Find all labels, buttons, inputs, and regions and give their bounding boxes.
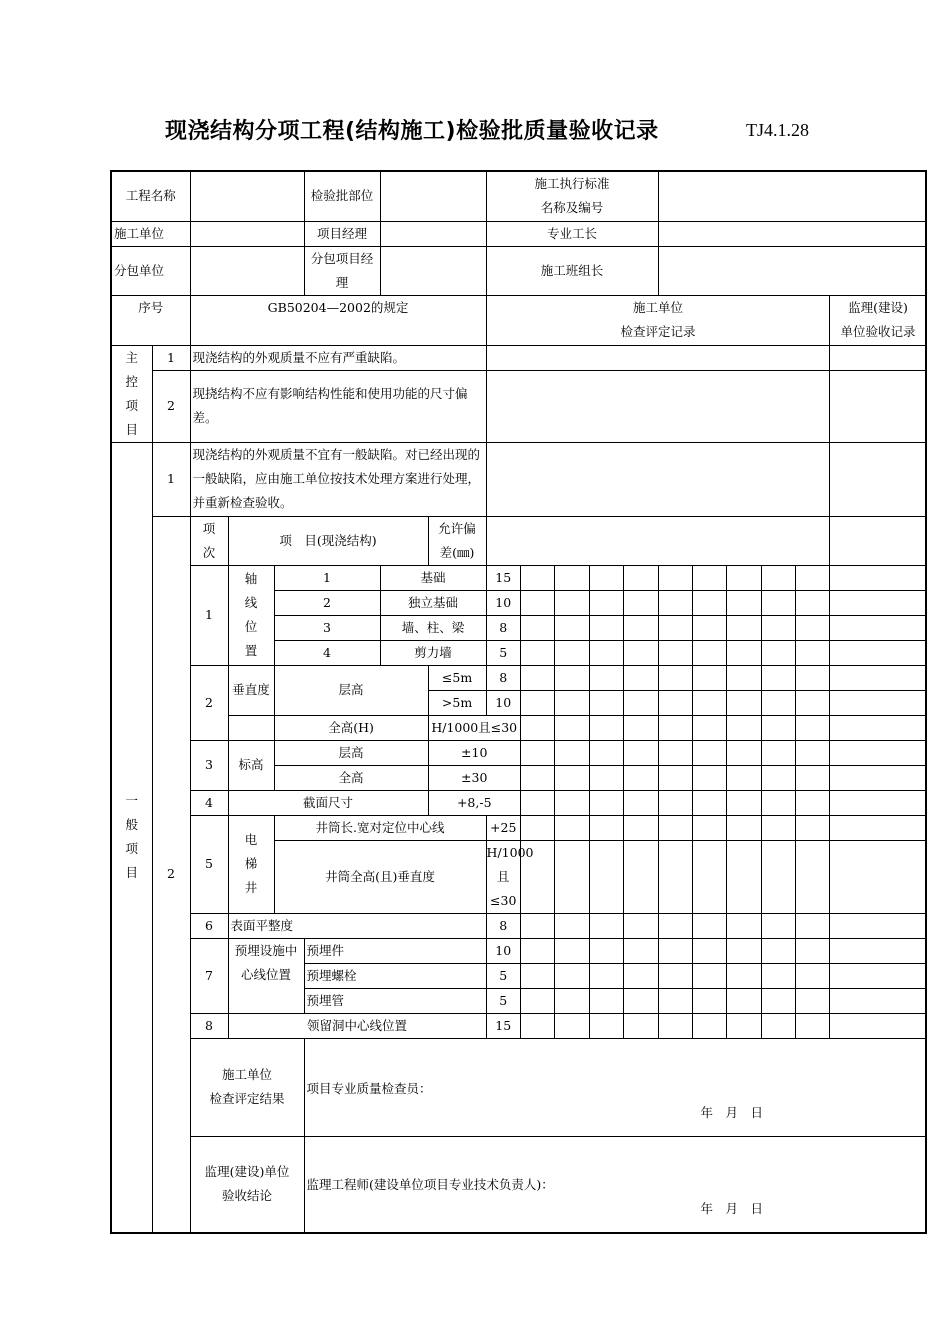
measurement-cell[interactable] [658,665,692,690]
elevator-r2: 井筒全高(且)垂直度 [274,840,486,913]
field-sub-manager[interactable] [380,246,486,295]
measurement-cell[interactable] [692,740,726,765]
measurement-cell[interactable] [692,1013,726,1038]
measurement-cell[interactable] [520,715,554,740]
measurement-cell[interactable] [830,640,926,665]
axis-sub-no: 1 [274,565,380,590]
measurement-cell[interactable] [796,1013,830,1038]
measurement-cell[interactable] [796,790,830,815]
tolerance-value: 15 [486,565,520,590]
measurement-cell[interactable] [727,1013,761,1038]
measurement-cell[interactable] [761,590,795,615]
embedded-name: 预埋管 [304,988,486,1013]
measurement-cell[interactable] [520,815,554,840]
axis-no: 1 [190,565,228,665]
measurement-cell[interactable] [692,665,726,690]
measurement-cell[interactable] [796,565,830,590]
measurement-cell[interactable] [761,690,795,715]
measurement-cell[interactable] [761,715,795,740]
measurement-cell[interactable] [624,840,658,913]
measurement-cell[interactable] [589,740,623,765]
tolerance-value: 10 [486,590,520,615]
measurement-cell[interactable] [830,815,926,840]
label-subcontractor: 分包单位 [111,246,190,295]
measurement-cell[interactable] [520,740,554,765]
axis-sub-no: 3 [274,615,380,640]
measurement-cell[interactable] [796,690,830,715]
measurement-cell[interactable] [761,790,795,815]
measurement-cell[interactable] [624,1013,658,1038]
measurement-cell[interactable] [589,988,623,1013]
hole-label: 领留洞中心线位置 [228,1013,486,1038]
main-item-supervision[interactable] [830,370,926,442]
tolerance-value: +8,-5 [428,790,520,815]
measurement-cell[interactable] [555,740,589,765]
vertical-le5: ≤5m [428,665,486,690]
measurement-cell[interactable] [658,690,692,715]
measurement-cell[interactable] [761,963,795,988]
vertical-full: 全高(H) [274,715,428,740]
flatness-label: 表面平整度 [228,913,486,938]
measurement-cell[interactable] [796,815,830,840]
measurement-header [486,516,830,565]
measurement-cell[interactable] [555,815,589,840]
axis-label: 轴 线 位 置 [228,565,274,665]
measurement-cell[interactable] [589,565,623,590]
engineer-label: 监理工程师(建设单位项目专业技术负责人)： [306,1177,554,1193]
field-project-manager[interactable] [380,221,486,246]
measurement-cell[interactable] [761,615,795,640]
measurement-cell[interactable] [624,988,658,1013]
measurement-cell[interactable] [658,565,692,590]
result-date: 年 月 日 [700,1105,763,1120]
embedded-label: 预埋设施中 心线位置 [228,938,304,1013]
measurement-cell[interactable] [555,615,589,640]
measurement-cell[interactable] [692,765,726,790]
tolerance-value: 8 [486,665,520,690]
measurement-cell[interactable] [589,790,623,815]
label-project-manager: 项目经理 [304,221,380,246]
measurement-cell[interactable] [692,815,726,840]
measurement-cell[interactable] [555,840,589,913]
main-item-supervision[interactable] [830,345,926,370]
col-contractor-record: 施工单位 检查评定记录 [486,295,830,345]
general-item-record[interactable] [486,442,830,516]
measurement-cell[interactable] [520,665,554,690]
measurement-cell[interactable] [520,938,554,963]
measurement-cell[interactable] [555,938,589,963]
measurement-cell[interactable] [796,913,830,938]
elevation-no: 3 [190,740,228,790]
measurement-cell[interactable] [624,765,658,790]
measurement-cell[interactable] [796,938,830,963]
measurement-cell[interactable] [727,790,761,815]
measurement-cell[interactable] [589,715,623,740]
measurement-cell[interactable] [727,840,761,913]
tolerance-value: H/1000 且≤30 [486,840,520,913]
general-item-no: 1 [152,442,190,516]
measurement-cell[interactable] [727,665,761,690]
measurement-cell[interactable] [658,765,692,790]
measurement-cell[interactable] [589,765,623,790]
measurement-cell[interactable] [555,690,589,715]
measurement-cell[interactable] [520,565,554,590]
measurement-cell[interactable] [658,715,692,740]
measurement-cell[interactable] [796,740,830,765]
measurement-cell[interactable] [658,640,692,665]
measurement-cell[interactable] [658,815,692,840]
tolerance-value: 5 [486,963,520,988]
field-project-name[interactable] [190,171,304,221]
measurement-cell[interactable] [520,1013,554,1038]
measurement-cell[interactable] [589,913,623,938]
measurement-cell[interactable] [624,615,658,640]
elevator-label: 电 梯 井 [228,815,274,913]
measurement-cell[interactable] [830,740,926,765]
measurement-cell[interactable] [520,988,554,1013]
measurement-cell[interactable] [624,790,658,815]
vertical-label: 垂直度 [228,665,274,715]
axis-sub-name: 基础 [380,565,486,590]
tolerance-value: 8 [486,913,520,938]
measurement-cell[interactable] [555,640,589,665]
measurement-cell[interactable] [830,665,926,690]
measurement-cell[interactable] [761,938,795,963]
axis-sub-name: 独立基础 [380,590,486,615]
measurement-cell[interactable] [830,590,926,615]
measurement-cell[interactable] [658,913,692,938]
measurement-cell[interactable] [658,938,692,963]
measurement-cell[interactable] [555,590,589,615]
measurement-cell[interactable] [796,963,830,988]
section-label: 截面尺寸 [228,790,428,815]
measurement-cell[interactable] [520,765,554,790]
page-title: 现浇结构分项工程(结构施工)检验批质量验收记录 [165,119,659,144]
measurement-cell[interactable] [589,1013,623,1038]
elevation-full: 全高 [274,765,428,790]
measurement-cell[interactable] [692,988,726,1013]
general-label: 一 般 项 目 [111,442,152,1233]
subheader-item: 项 目(现浇结构) [228,516,428,565]
flatness-no: 6 [190,913,228,938]
measurement-cell[interactable] [830,913,926,938]
label-batch-part: 检验批部位 [304,171,380,221]
measurement-cell[interactable] [830,565,926,590]
measurement-cell[interactable] [761,740,795,765]
measurement-cell[interactable] [761,913,795,938]
elevator-r1: 井筒长.宽对定位中心线 [274,815,486,840]
col-seq: 序号 [111,295,190,345]
label-foreman: 专业工长 [486,221,658,246]
col-spec: GB50204—2002的规定 [190,295,486,345]
measurement-cell[interactable] [520,690,554,715]
measurement-cell[interactable] [796,665,830,690]
measurement-cell[interactable] [727,913,761,938]
main-item-record[interactable] [486,370,830,442]
measurement-cell[interactable] [727,690,761,715]
measurement-cell[interactable] [761,988,795,1013]
measurement-cell[interactable] [589,840,623,913]
measurement-cell[interactable] [555,913,589,938]
label-team-leader: 施工班组长 [486,246,658,295]
main-item-text: 现浇结构的外观质量不应有严重缺陷。 [190,345,486,370]
measurement-cell[interactable] [761,815,795,840]
section-no: 4 [190,790,228,815]
vertical-gt5: >5m [428,690,486,715]
axis-sub-no: 4 [274,640,380,665]
measurement-cell[interactable] [555,665,589,690]
measurement-cell[interactable] [727,963,761,988]
measurement-cell[interactable] [830,690,926,715]
measurement-cell[interactable] [692,715,726,740]
tolerance-value: ±30 [428,765,520,790]
vertical-no: 2 [190,665,228,740]
field-standard[interactable] [658,171,926,221]
measurement-cell[interactable] [520,590,554,615]
measurement-cell[interactable] [555,790,589,815]
measurement-cell[interactable] [692,840,726,913]
tolerance-value: 8 [486,615,520,640]
tolerance-value: ±10 [428,740,520,765]
tolerance-value: 5 [486,640,520,665]
hole-no: 8 [190,1013,228,1038]
measurement-cell[interactable] [796,715,830,740]
embedded-name: 预埋件 [304,938,486,963]
subheader-tolerance: 允许偏 差(㎜) [428,516,486,565]
measurement-cell[interactable] [727,815,761,840]
field-contractor[interactable] [190,221,304,246]
measurement-cell[interactable] [520,640,554,665]
measurement-cell[interactable] [520,615,554,640]
general-item-no: 2 [152,516,190,1233]
measurement-cell[interactable] [624,665,658,690]
measurement-cell[interactable] [658,963,692,988]
measurement-cell[interactable] [555,963,589,988]
vertical-blank [228,715,274,740]
measurement-cell[interactable] [692,690,726,715]
tolerance-value: 15 [486,1013,520,1038]
measurement-cell[interactable] [589,590,623,615]
measurement-cell[interactable] [555,1013,589,1038]
field-team-leader[interactable] [658,246,926,295]
general-item-text: 现浇结构的外观质量不宜有一般缺陷。对已经出现的一般缺陷，应由施工单位按技术处理方案进行处理，并重新检查验收。 [190,442,486,516]
measurement-cell[interactable] [761,565,795,590]
tolerance-value: +25 [486,815,520,840]
measurement-cell[interactable] [796,765,830,790]
embedded-name: 预埋螺栓 [304,963,486,988]
measurement-cell[interactable] [624,640,658,665]
measurement-cell[interactable] [624,690,658,715]
main-item-record[interactable] [486,345,830,370]
tolerance-value: 10 [486,938,520,963]
field-batch-part[interactable] [380,171,486,221]
conclusion-label: 监理(建设)单位 验收结论 [190,1136,304,1233]
measurement-cell[interactable] [555,715,589,740]
measurement-cell[interactable] [589,615,623,640]
measurement-cell[interactable] [658,615,692,640]
measurement-cell[interactable] [658,590,692,615]
elevation-label: 标高 [228,740,274,790]
measurement-cell[interactable] [796,615,830,640]
measurement-cell[interactable] [830,963,926,988]
measurement-cell[interactable] [589,963,623,988]
elevator-no: 5 [190,815,228,913]
measurement-cell[interactable] [589,815,623,840]
tolerance-value: 10 [486,690,520,715]
label-sub-manager: 分包项目经理 [304,246,380,295]
measurement-cell[interactable] [555,765,589,790]
embedded-no: 7 [190,938,228,1013]
measurement-cell[interactable] [555,565,589,590]
measurement-cell[interactable] [796,590,830,615]
measurement-cell[interactable] [727,590,761,615]
measurement-cell[interactable] [830,615,926,640]
subheader-seq: 项 次 [190,516,228,565]
measurement-cell[interactable] [830,1013,926,1038]
measurement-cell[interactable] [692,913,726,938]
col-supervisor-record: 监理(建设) 单位验收记录 [830,295,926,345]
measurement-cell[interactable] [658,740,692,765]
measurement-cell[interactable] [658,840,692,913]
measurement-cell[interactable] [830,840,926,913]
measurement-cell[interactable] [692,640,726,665]
measurement-cell[interactable] [761,840,795,913]
measurement-cell[interactable] [727,615,761,640]
measurement-cell[interactable] [727,565,761,590]
measurement-cell[interactable] [589,665,623,690]
form-code: TJ4.1.28 [746,120,809,140]
label-standard: 施工执行标准 名称及编号 [486,171,658,221]
measurement-cell[interactable] [692,590,726,615]
measurement-cell[interactable] [830,988,926,1013]
supervision-cell[interactable] [830,516,926,565]
measurement-cell[interactable] [796,988,830,1013]
measurement-cell[interactable] [761,640,795,665]
measurement-cell[interactable] [624,938,658,963]
measurement-cell[interactable] [727,988,761,1013]
measurement-cell[interactable] [830,790,926,815]
measurement-cell[interactable] [727,938,761,963]
tolerance-value: 5 [486,988,520,1013]
measurement-cell[interactable] [796,640,830,665]
result-field[interactable] [304,1038,926,1136]
measurement-cell[interactable] [624,815,658,840]
label-contractor: 施工单位 [111,221,190,246]
measurement-cell[interactable] [624,590,658,615]
axis-sub-name: 墙、柱、梁 [380,615,486,640]
field-foreman[interactable] [658,221,926,246]
label-project-name: 工程名称 [111,171,190,221]
measurement-cell[interactable] [589,938,623,963]
elevation-storey: 层高 [274,740,428,765]
general-item-supervision[interactable] [830,442,926,516]
measurement-cell[interactable] [830,715,926,740]
measurement-cell[interactable] [624,913,658,938]
measurement-cell[interactable] [520,790,554,815]
main-control-label: 主 控 项 目 [111,345,152,442]
inspection-form-table [110,170,927,1234]
main-item-no: 1 [152,345,190,370]
measurement-cell[interactable] [830,765,926,790]
conclusion-date: 年 月 日 [700,1201,763,1217]
measurement-cell[interactable] [692,963,726,988]
measurement-cell[interactable] [692,790,726,815]
measurement-cell[interactable] [658,988,692,1013]
field-subcontractor[interactable] [190,246,304,295]
measurement-cell[interactable] [796,840,830,913]
measurement-cell[interactable] [761,765,795,790]
measurement-cell[interactable] [589,690,623,715]
measurement-cell[interactable] [658,1013,692,1038]
measurement-cell[interactable] [624,565,658,590]
main-item-no: 2 [152,370,190,442]
measurement-cell[interactable] [761,665,795,690]
measurement-cell[interactable] [658,790,692,815]
measurement-cell[interactable] [830,938,926,963]
measurement-cell[interactable] [692,565,726,590]
tolerance-value: H/1000且≤30 [428,715,520,740]
measurement-cell[interactable] [589,640,623,665]
measurement-cell[interactable] [624,963,658,988]
measurement-cell[interactable] [727,715,761,740]
result-label: 施工单位 检查评定结果 [190,1038,304,1136]
main-item-text: 现挠结构不应有影响结构性能和使用功能的尺寸偏差。 [190,370,486,442]
conclusion-field[interactable] [304,1136,926,1233]
measurement-cell[interactable] [624,715,658,740]
axis-sub-name: 剪力墙 [380,640,486,665]
measurement-cell[interactable] [727,765,761,790]
measurement-cell[interactable] [555,988,589,1013]
measurement-cell[interactable] [520,913,554,938]
measurement-cell[interactable] [761,1013,795,1038]
vertical-storey: 层高 [274,665,428,715]
inspector-label: 项目专业质量检查员： [306,1081,432,1096]
measurement-cell[interactable] [624,740,658,765]
measurement-cell[interactable] [692,615,726,640]
measurement-cell[interactable] [727,740,761,765]
measurement-cell[interactable] [727,640,761,665]
axis-sub-no: 2 [274,590,380,615]
measurement-cell[interactable] [692,938,726,963]
measurement-cell[interactable] [520,963,554,988]
